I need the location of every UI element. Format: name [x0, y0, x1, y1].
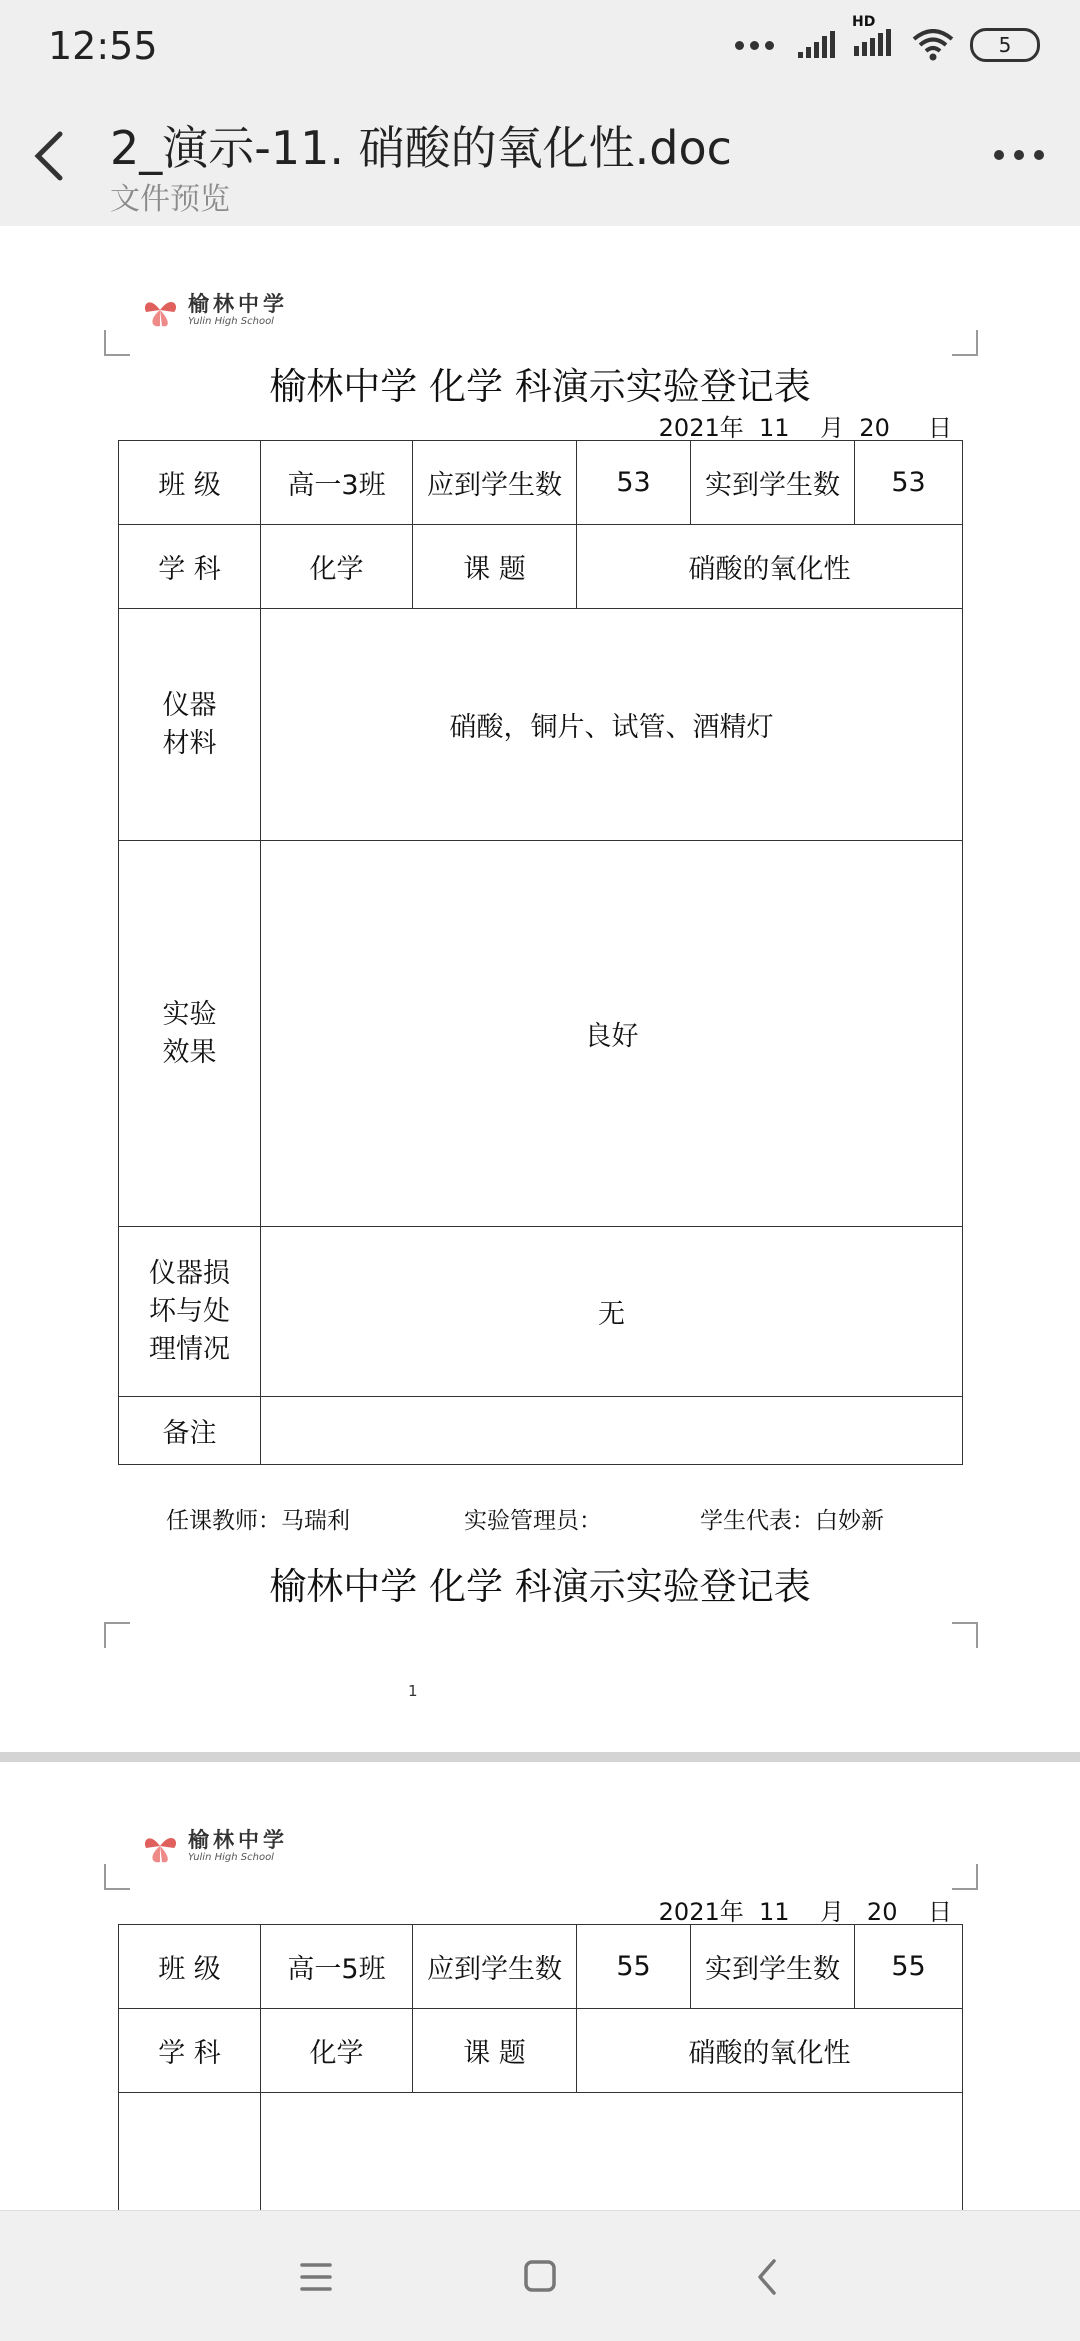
effect-label-line1: 实验 [162, 998, 217, 1030]
hd-label: HD [852, 14, 876, 30]
damage-label-line3: 理情况 [149, 1333, 230, 1365]
system-back-button[interactable] [740, 2249, 796, 2305]
equipment-label-line1: 仪器 [162, 689, 217, 721]
page-corner-mark [952, 1622, 978, 1648]
class-value: 高一3班 [261, 441, 413, 525]
actual-students-label: 实到学生数 [691, 1925, 855, 2009]
more-signal-dots-icon [735, 41, 774, 50]
admin-signature: 实验管理员： [464, 1508, 602, 1534]
system-nav-bar [0, 2210, 1080, 2341]
home-square-icon [512, 2249, 568, 2305]
student-signature: 学生代表：白妙新 [700, 1508, 884, 1534]
remarks-value [261, 1397, 963, 1465]
damage-label-line1: 仪器损 [149, 1257, 230, 1289]
menu-icon [288, 2249, 344, 2305]
more-dots-icon [994, 150, 1004, 160]
expected-students-value: 55 [577, 1925, 691, 2009]
table-row [119, 2009, 963, 2093]
back-chevron-icon [740, 2249, 796, 2305]
signal-icon [796, 30, 836, 60]
school-logo-icon [140, 290, 180, 330]
back-button[interactable] [30, 128, 80, 184]
subject-label: 学 科 [119, 2009, 261, 2093]
teacher-signature: 任课教师：马瑞利 [166, 1508, 350, 1534]
status-icons [735, 14, 1040, 62]
document-page-2 [0, 1762, 1080, 2210]
logo-en: Yulin High School [188, 316, 274, 327]
remarks-label: 备注 [119, 1397, 261, 1465]
subject-value: 化学 [261, 2009, 413, 2093]
page-divider [0, 1752, 1080, 1762]
page-number: 1 [408, 1682, 418, 1700]
logo-cn: 榆林中学 [188, 1827, 288, 1852]
hd-signal [852, 14, 896, 62]
topic-value: 硝酸的氧化性 [577, 2009, 963, 2093]
app-header [0, 0, 1080, 226]
page-corner-mark [104, 330, 130, 356]
table-row [119, 1227, 963, 1397]
home-button[interactable] [512, 2249, 568, 2305]
page-corner-mark [952, 1864, 978, 1890]
status-time: 12:55 [48, 24, 158, 68]
battery-level: 5 [998, 33, 1012, 57]
actual-students-value: 55 [855, 1925, 963, 2009]
table-row [119, 1397, 963, 1465]
page-corner-mark [104, 1864, 130, 1890]
table-row [119, 1925, 963, 2009]
document-subtitle: 文件预览 [110, 182, 230, 217]
school-logo [140, 290, 288, 330]
school-logo [140, 1826, 288, 1866]
effect-value: 良好 [261, 841, 963, 1227]
effect-label-line2: 效果 [162, 1036, 217, 1068]
form-date: 2021年 11 月 20 日 [658, 414, 952, 442]
actual-students-label: 实到学生数 [691, 441, 855, 525]
topic-value: 硝酸的氧化性 [577, 525, 963, 609]
effect-label [119, 841, 261, 1227]
expected-students-label: 应到学生数 [413, 441, 577, 525]
subject-value: 化学 [261, 525, 413, 609]
form-date: 2021年 11 月 20 日 [658, 1898, 952, 1926]
equipment-value: 硝酸，铜片、试管、酒精灯 [261, 609, 963, 841]
class-label: 班 级 [119, 441, 261, 525]
form-title: 榆林中学 化学 科演示实验登记表 [269, 365, 811, 408]
subject-label: 学 科 [119, 525, 261, 609]
actual-students-value: 53 [855, 441, 963, 525]
logo-cn: 榆林中学 [188, 291, 288, 316]
battery-icon [970, 28, 1040, 62]
table-row [119, 441, 963, 525]
table-row [119, 525, 963, 609]
expected-students-label: 应到学生数 [413, 1925, 577, 2009]
logo-en: Yulin High School [188, 1852, 274, 1863]
next-form-title: 榆林中学 化学 科演示实验登记表 [269, 1565, 811, 1608]
damage-label-line2: 坏与处 [149, 1295, 230, 1327]
registration-table-2 [118, 1924, 963, 2233]
class-label: 班 级 [119, 1925, 261, 2009]
damage-label [119, 1227, 261, 1397]
expected-students-value: 53 [577, 441, 691, 525]
equipment-label [119, 609, 261, 841]
page-corner-mark [952, 330, 978, 356]
topic-label: 课 题 [413, 2009, 577, 2093]
page-corner-mark [104, 1622, 130, 1648]
back-arrow-icon [30, 128, 70, 184]
document-page-1 [0, 226, 1080, 1752]
signal-icon-2 [852, 28, 896, 58]
document-title: 2_演示-11. 硝酸的氧化性.doc [110, 121, 732, 175]
class-value: 高一5班 [261, 1925, 413, 2009]
menu-button[interactable] [288, 2249, 344, 2305]
registration-table [118, 440, 963, 1465]
more-options-button[interactable] [994, 150, 1044, 160]
school-logo-icon [140, 1826, 180, 1866]
wifi-icon [912, 29, 954, 61]
topic-label: 课 题 [413, 525, 577, 609]
equipment-label-line2: 材料 [162, 727, 217, 759]
table-row [119, 841, 963, 1227]
table-row [119, 609, 963, 841]
damage-value: 无 [261, 1227, 963, 1397]
